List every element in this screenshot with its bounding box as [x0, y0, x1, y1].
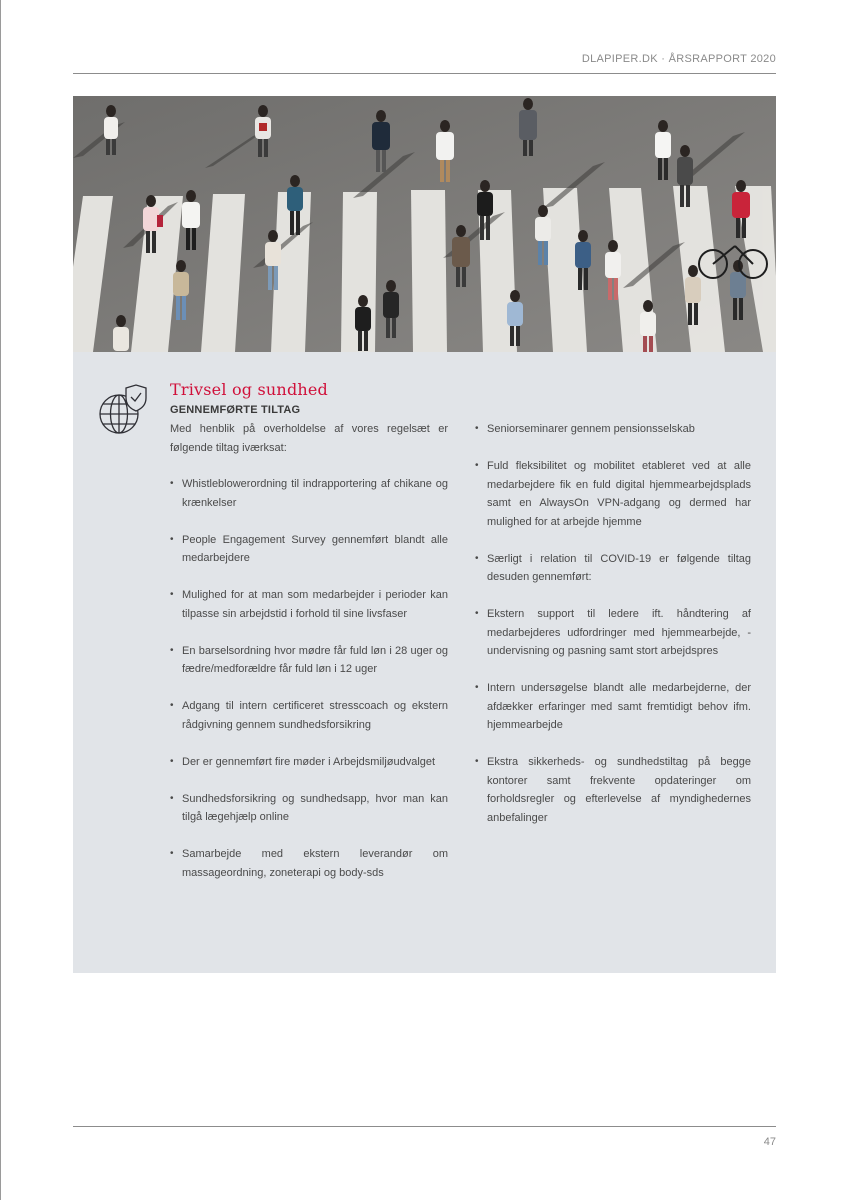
bullet-icon: • [475, 460, 479, 471]
list-item-text: Intern undersøgelse blandt alle medarbejderne, der afdækker erfaringer med samt fremtidigt behov ifm. hjemmearbejde [487, 682, 751, 731]
intro-paragraph: Med henblik på overholdelse af vores regelsæt er følgende tiltag iværksat: [170, 423, 448, 454]
list-item-text: Fuld fleksibilitet og mobilitet etableret ved at alle medarbejdere fik en fuld digital hjemmearbejdsplads samt en AlwaysOn VPN-adgang og dermed har mulighed for at arbejde hjemme [487, 460, 751, 528]
list-item [170, 790, 448, 827]
list-item-text: En barselsordning hvor mødre får fuld løn i 28 uger og fædre/medforældre får fuld løn i 12 uger [182, 644, 448, 675]
right-bullet-list [475, 420, 751, 827]
bullet-icon: • [170, 755, 174, 767]
list-item-text: Adgang til intern certificeret stresscoach og ekstern rådgivning gennem sundhedsforsikring [182, 700, 448, 731]
list-item-text: Særligt i relation til COVID-19 er følgende tiltag desuden gennemført: [487, 552, 751, 583]
globe-shield-check-icon [97, 384, 149, 436]
section-title: Trivsel og sundhed [170, 380, 328, 399]
bullet-icon: • [170, 848, 174, 859]
list-item-text: Whistleblowerordning til indrapportering af chikane og krænkelser [182, 478, 448, 509]
list-item-text: Sundhedsforsikring og sundhedsapp, hvor man kan tilgå lægehjælp online [182, 792, 448, 823]
bullet-icon: • [475, 552, 479, 564]
bullet-icon: • [170, 792, 174, 804]
list-item [170, 642, 448, 679]
list-item-text: Seniorseminarer gennem pensionsselskab [487, 423, 695, 435]
bullet-icon: • [170, 644, 174, 656]
list-item-text: Ekstern support til ledere ift. håndtering af medarbejderes udfordringer med hjemmearbejde, -undervisning og pasning samt stort arbejdspres [487, 608, 751, 657]
bullet-icon: • [475, 756, 479, 767]
bullet-icon: • [475, 682, 479, 693]
bullet-icon: • [170, 589, 174, 600]
list-item [475, 679, 751, 735]
list-item [475, 420, 751, 439]
left-bullet-list [170, 475, 448, 882]
crowd-crosswalk-photo [73, 96, 776, 352]
bullet-icon: • [475, 423, 479, 434]
list-item [170, 475, 448, 512]
bullet-icon: • [170, 478, 174, 489]
list-item [170, 845, 448, 882]
list-item [170, 697, 448, 734]
footer-divider [73, 1126, 776, 1127]
list-item-text: People Engagement Survey gennemført blandt alle medarbejdere [182, 533, 448, 564]
list-item [170, 586, 448, 623]
section-subtitle: GENNEMFØRTE TILTAG [170, 404, 301, 416]
page-edge-line [0, 0, 1, 1200]
list-item-text: Der er gennemført fire møder i Arbejdsmiljøudvalget [182, 755, 436, 768]
content-panel [73, 352, 776, 973]
list-item [475, 457, 751, 531]
list-item [170, 531, 448, 568]
bullet-icon: • [475, 608, 479, 619]
running-head: DLAPIPER.DK · ÅRSRAPPORT 2020 [581, 53, 776, 65]
list-item-text: Mulighed for at man som medarbejder i perioder kan tilpasse sin arbejdstid i forhold til sine livsfaser [182, 589, 448, 620]
list-item [475, 550, 751, 587]
list-item-text: Samarbejde med ekstern leverandør om massageordning, zoneterapi og body-sds [182, 848, 448, 879]
list-item [475, 753, 751, 827]
left-column [170, 380, 448, 901]
list-item [170, 753, 448, 772]
header-divider [73, 73, 776, 74]
bullet-icon: • [170, 700, 174, 711]
list-item [475, 605, 751, 661]
page-number: 47 [763, 1136, 776, 1148]
right-column [475, 420, 751, 846]
list-item-text: Ekstra sikkerheds- og sundhedstiltag på begge kontorer samt frekvente opdateringer om forholdsregler og efterlevelse af myndighedernes anbefalinger [487, 756, 751, 824]
bullet-icon: • [170, 533, 174, 545]
